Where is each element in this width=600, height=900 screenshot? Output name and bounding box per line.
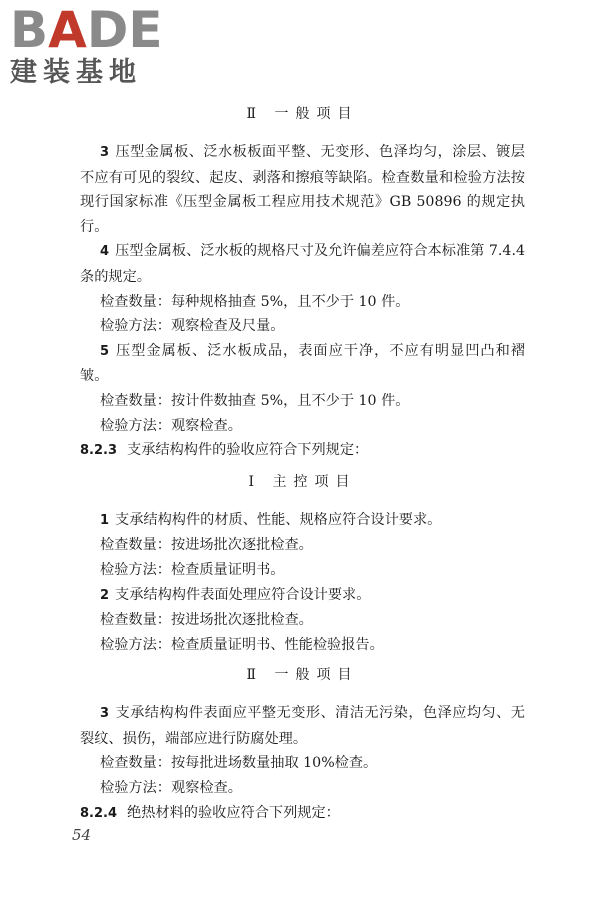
- item-text: 压型金属板、泛水板成品，表面应干净，不应有明显凹凸和褶皱。: [80, 342, 525, 385]
- item-number: 3: [100, 145, 110, 160]
- list-item: [80, 140, 525, 239]
- document-body: [80, 96, 525, 826]
- list-item: [80, 339, 525, 389]
- inspection-method: 检验方法：观察检查。: [100, 417, 242, 434]
- inspection-quantity: 检查数量：每种规格抽查 5%，且不少于 10 件。: [100, 293, 410, 310]
- clause-number: 8.2.3: [80, 443, 118, 459]
- item-text: 压型金属板、泛水板的规格尺寸及允许偏差应符合本标准第 7.4.4 条的规定。: [80, 243, 525, 285]
- inspection-method: 检验方法：检查质量证明书。: [100, 561, 285, 578]
- clause-number: 8.2.4: [80, 805, 118, 821]
- logo: [10, 1, 180, 88]
- item-text: 压型金属板、泛水板板面平整、无变形、色泽均匀，涂层、镀层不应有可见的裂纹、起皮、剥落和擦痕等缺陷。检查数量和检验方法按现行国家标准《压型金属板工程应用技术规范》GB 50896 的规定执行。: [80, 144, 525, 235]
- section-heading-general-items: Ⅱ 一般项目: [246, 667, 359, 684]
- inspection-method: 检验方法：观察检查。: [100, 780, 242, 797]
- item-text: 支承结构构件的材质、性能、规格应符合设计要求。: [115, 511, 442, 528]
- item-number: 4: [100, 244, 110, 260]
- clause-8-2-4: [80, 801, 525, 827]
- inspection-quantity: 检查数量：按进场批次逐批检查。: [100, 537, 313, 554]
- inspection-quantity: 检查数量：按每批进场数量抽取 10%检查。: [100, 755, 378, 772]
- inspection-method: 检验方法：观察检查及尺量。: [100, 318, 285, 335]
- clause-text: 支承结构构件的验收应符合下列规定：: [127, 442, 369, 459]
- item-text: 支承结构构件表面应平整无变形、清洁无污染，色泽应均匀、无裂纹、损伤，端部应进行防腐处理。: [80, 705, 525, 747]
- logo-accent-letter: A: [48, 1, 87, 59]
- logo-wordmark: B A DE: [10, 1, 163, 59]
- inspection-method: 检验方法：检查质量证明书、性能检验报告。: [100, 636, 384, 653]
- item-number: 2: [100, 587, 110, 603]
- item-number: 1: [100, 512, 110, 528]
- list-item: [80, 508, 525, 534]
- list-item: [80, 239, 525, 289]
- section-heading-main-items: Ⅰ 主控项目: [248, 473, 357, 490]
- logo-subtitle: 建装基地: [10, 57, 142, 88]
- section-heading-general-items: Ⅱ 一般项目: [246, 106, 359, 122]
- page-number: 54: [72, 826, 92, 844]
- clause-text: 绝热材料的验收应符合下列规定：: [127, 804, 340, 821]
- clause-8-2-3: [80, 438, 525, 464]
- item-text: 支承结构构件表面处理应符合设计要求。: [115, 586, 371, 603]
- item-number: 3: [100, 706, 110, 722]
- list-item: [80, 583, 525, 609]
- list-item: [80, 701, 525, 751]
- inspection-quantity: 检查数量：按进场批次逐批检查。: [100, 612, 313, 629]
- item-number: 5: [100, 343, 110, 359]
- inspection-quantity: 检查数量：按计件数抽查 5%，且不少于 10 件。: [100, 392, 410, 409]
